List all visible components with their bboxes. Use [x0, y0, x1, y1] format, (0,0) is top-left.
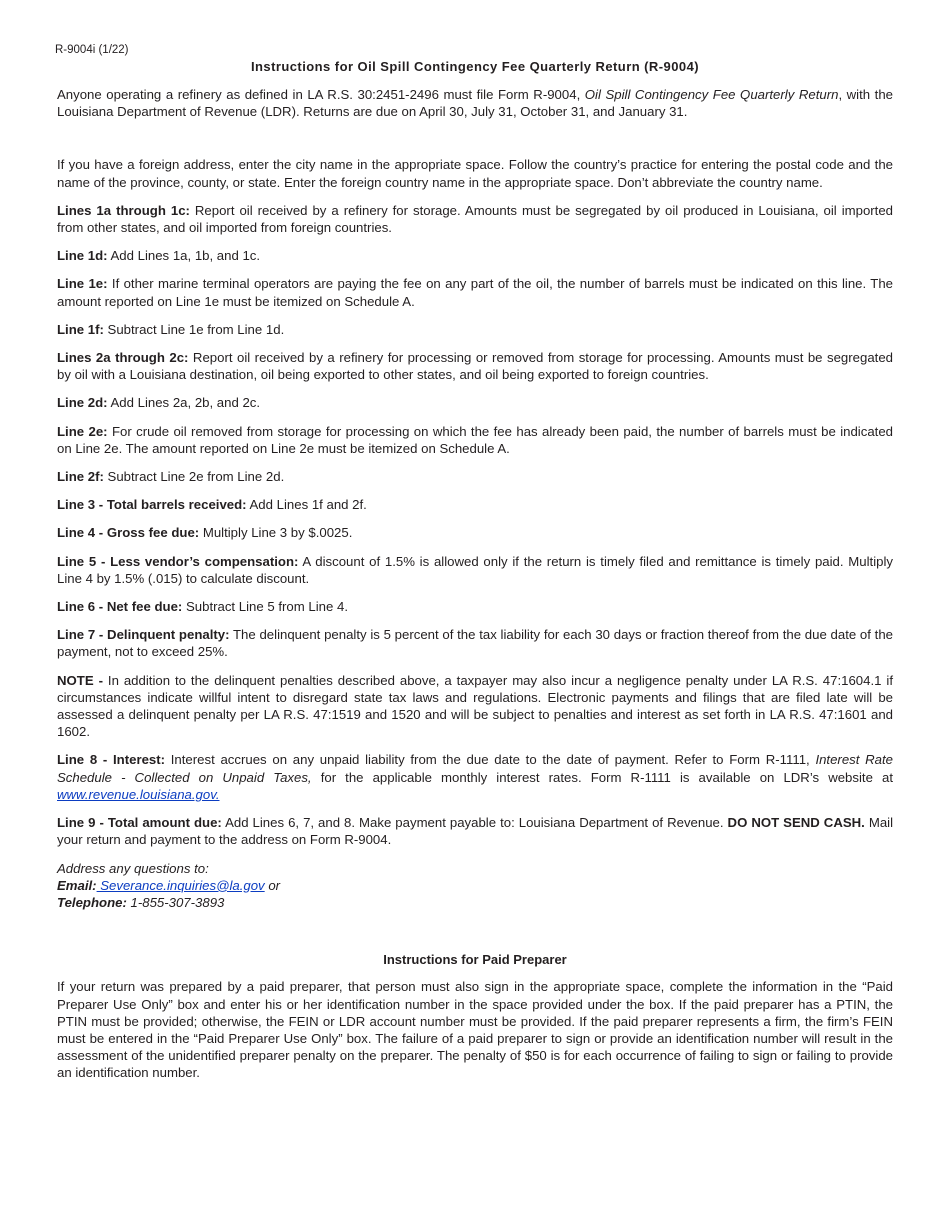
line-label: Line 9 - Total amount due: — [57, 815, 222, 831]
line-4 — [57, 524, 893, 541]
intro-text-1: Anyone operating a refinery as defined in LA R.S. 30:2451-2496 must file Form R-9004, — [57, 87, 585, 102]
foreign-address-paragraph: If you have a foreign address, enter the city name in the appropriate space. Follow the country’s practice for entering the postal code and the name of the province, county, or state. Enter the foreign country name in the appropriate space. Don’t abbreviate the country name. — [57, 157, 893, 190]
line-label: Lines 2a through 2c: — [57, 350, 189, 366]
line-text: Multiply Line 3 by $.0025. — [199, 525, 353, 541]
line-text: If other marine terminal operators are paying the fee on any part of the oil, the number of barrels must be indicated on this line. The amount reported on Line 1e must be itemized on Schedule A. — [57, 276, 893, 309]
line-label: Line 1e: — [57, 276, 108, 292]
email-link[interactable]: Severance.inquiries@la.gov — [96, 877, 265, 893]
line-2d — [57, 394, 893, 411]
line-text: Mail your return and payment to the address on Form R-9004. — [57, 815, 894, 848]
line-5 — [57, 553, 893, 587]
instructions-body — [57, 86, 893, 1093]
ldr-website-link[interactable]: www.revenue.louisiana.gov. — [57, 786, 220, 802]
line-text: Add Lines 2a, 2b, and 2c. — [107, 395, 261, 411]
email-suffix: or — [264, 877, 281, 893]
line-label: Line 1f: — [57, 321, 104, 337]
interest-schedule-name: Interest Rate Schedule - Collected on Unpaid Taxes, — [57, 752, 893, 785]
line-text: for the applicable monthly interest rates. Form R-1111 is available on LDR’s website at — [311, 769, 893, 785]
contact-email-row — [57, 877, 893, 894]
email-label: Email: — [57, 877, 97, 893]
line-label: Line 2e: — [57, 423, 108, 439]
line-1f — [57, 321, 893, 338]
line-8 — [57, 751, 893, 803]
intro-paragraph — [57, 86, 893, 120]
line-label: Line 6 - Net fee due: — [57, 599, 183, 615]
phone-label: Telephone: — [57, 894, 127, 910]
line-text: A discount of 1.5% is allowed only if the return is timely filed and remittance is timely paid. Multiply Line 4 by 1.5% (.015) to calculate discount. — [57, 553, 893, 586]
line-label: Line 5 - Less vendor’s compensation: — [57, 553, 299, 569]
line-label: Line 8 - Interest: — [57, 752, 166, 768]
line-1d — [57, 247, 893, 264]
paid-preparer-title: Instructions for Paid Preparer — [383, 952, 567, 968]
line-label: Line 3 - Total barrels received: — [57, 497, 247, 513]
intro-form-name: Oil Spill Contingency Fee Quarterly Return — [584, 87, 839, 102]
note-label: NOTE - — [57, 672, 103, 688]
line-text: Add Lines 6, 7, and 8. Make payment payable to: Louisiana Department of Revenue. — [221, 815, 728, 831]
line-text: Report oil received by a refinery for storage. Amounts must be segregated by oil produced in Louisiana, oil imported from other states, and oil imported from foreign countries. — [57, 202, 894, 236]
note-paragraph — [57, 672, 893, 741]
phone-number: 1-855-307-3893 — [126, 894, 225, 910]
line-text: Add Lines 1a, 1b, and 1c. — [107, 248, 261, 264]
form-id: R-9004i (1/22) — [55, 44, 129, 56]
paid-preparer-paragraph: If your return was prepared by a paid preparer, that person must also sign in the appropriate space, complete the information in the “Paid Preparer Use Only” box and enter his or her identification number in the space provided under the box. If the paid preparer has a PTIN, the PTIN must be provided; otherwise, the FEIN or LDR account number must be provided. If the paid preparer represents a firm, the firm’s FEIN must be entered in the “Paid Preparer Use Only” box. The failure of a paid preparer to sign or provide an identification number will result in the assessment of the unidentified preparer penalty on the preparer. The penalty of $50 is for each occurrence of failing to sign or failing to provide an identification number. — [57, 979, 893, 1081]
line-label: Line 1d: — [57, 248, 108, 264]
note-text: In addition to the delinquent penalties described above, a taxpayer may also incur a negligence penalty under LA R.S. 47:1604.1 if circumstances indicate willful intent to disregard state tax laws and regulations. Electronic payments and filings that are filed late will be assessed a delinquent penalty per LA R.S. 47:1519 and 1520 and will be subject to penalties and interest as set forth in LA R.S. 47:1601 and 1602. — [57, 672, 893, 740]
line-6 — [57, 598, 893, 615]
contact-intro: Address any questions to: — [57, 860, 209, 876]
line-label: Line 2f: — [57, 469, 104, 485]
line-text: Report oil received by a refinery for processing or removed from storage for processing. Amounts must be segregated by oil with a Louisiana destination, oil being exported to other states, and oil being exported to foreign countries. — [57, 350, 893, 383]
line-text: Interest accrues on any unpaid liability from the due date to the date of payment. Refer to Form R-1111, — [165, 752, 816, 768]
line-2e — [57, 423, 893, 457]
line-label: Line 2d: — [57, 395, 108, 411]
line-3 — [57, 496, 893, 513]
line-text: For crude oil removed from storage for processing on which the fee has already been paid, the number of barrels must be indicated on Line 2e. The amount reported on Line 2e must be itemized on Schedule A. — [57, 423, 893, 456]
page-title: Instructions for Oil Spill Contingency Fee Quarterly Return (R-9004) — [250, 59, 700, 74]
line-9 — [57, 814, 893, 848]
line-label: Line 7 - Delinquent penalty: — [57, 627, 230, 643]
line-2f — [57, 468, 893, 485]
line-label: Lines 1a through 1c: — [57, 202, 190, 218]
intro-text-2: , with the Louisiana Department of Revenue (LDR). Returns are due on April 30, July 31, October 31, and January 31. — [57, 87, 893, 120]
do-not-send-cash: DO NOT SEND CASH. — [727, 815, 865, 831]
line-text: The delinquent penalty is 5 percent of the tax liability for each 30 days or fraction thereof from the due date of the payment, not to exceed 25%. — [57, 627, 894, 660]
line-label: Line 4 - Gross fee due: — [57, 525, 200, 541]
line-7 — [57, 626, 893, 660]
line-text: Subtract Line 1e from Line 1d. — [103, 321, 285, 337]
line-text: Subtract Line 2e from Line 2d. — [103, 469, 285, 485]
line-1a-1c — [57, 202, 893, 236]
contact-phone-row — [57, 894, 893, 911]
line-text: Subtract Line 5 from Line 4. — [182, 599, 348, 615]
line-2a-2c — [57, 349, 893, 383]
line-1e — [57, 275, 893, 309]
contact-block — [57, 860, 893, 912]
line-text: Add Lines 1f and 2f. — [246, 497, 367, 513]
